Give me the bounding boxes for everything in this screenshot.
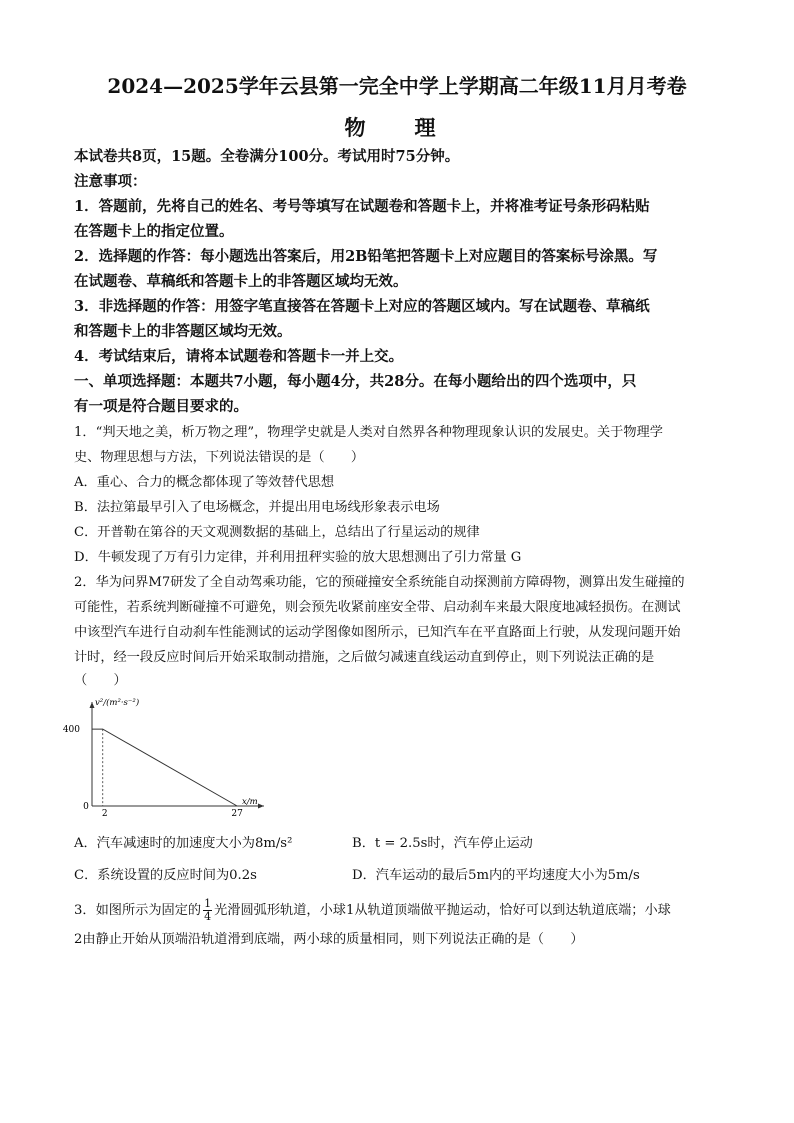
q2-option-d: D．汽车运动的最后5m内的平均速度大小为5m/s [352, 868, 640, 883]
x-axis-arrow [258, 804, 264, 809]
y-axis-label: v²/(m²·s⁻²) [95, 698, 140, 708]
x-tick-label: 27 [231, 809, 243, 819]
v2-x-chart [62, 698, 278, 819]
notice-line: 2．选择题的作答：每小题选出答案后，用2B铅笔把答题卡上对应题目的答案标号涂黑。写 [74, 248, 658, 265]
quarter-fraction [203, 898, 212, 923]
section-heading: 一、单项选择题：本题共7小题，每小题4分，共28分。在每小题给出的四个选项中，只 [74, 373, 637, 390]
q1-option-b: B．法拉第最早引入了电场概念，并提出用电场线形象表示电场 [74, 500, 440, 515]
q2-option-b: B．t = 2.5s时，汽车停止运动 [352, 836, 533, 851]
q2-option-a: A．汽车减速时的加速度大小为8m/s² [74, 836, 293, 851]
exam-title: 2024—2025学年云县第一完全中学上学期高二年级11月月考卷 [107, 74, 687, 98]
notice-heading: 注意事项： [74, 173, 147, 190]
exam-summary: 本试卷共8页，15题。全卷满分100分。考试用时75分钟。 [74, 148, 460, 165]
q2-option-c: C．系统设置的反应时间为0.2s [74, 868, 257, 883]
notice-line: 3．非选择题的作答：用签字笔直接答在答题卡上对应的答题区域内。写在试题卷、草稿纸 [74, 298, 650, 315]
x-tick-label: 0 [83, 802, 89, 812]
notice-line: 4．考试结束后，请将本试题卷和答题卡一并上交。 [74, 348, 404, 365]
question-2-stem: 计时，经一段反应时间后开始采取制动措施，之后做匀减速直线运动直到停止，则下列说法正确的是 [74, 650, 655, 665]
question-3-stem [74, 898, 724, 923]
fraction-numerator: 1 [204, 897, 212, 910]
data-line [92, 729, 237, 806]
question-3-stem: 2由静止开始从顶端沿轨道滑到底端，两小球的质量相同，则下列说法正确的是（ ） [74, 932, 584, 947]
question-2-stem: 可能性，若系统判断碰撞不可避免，则会预先收紧前座安全带、启动刹车来最大限度地减轻损伤。在测试 [74, 600, 681, 615]
q3-prefix: 3．如图所示为固定的 [74, 903, 202, 918]
section-heading: 有一项是符合题目要求的。 [74, 398, 248, 415]
notice-line: 在试题卷、草稿纸和答题卡上的非答题区域均无效。 [74, 273, 408, 290]
question-2-stem: 2．华为问界M7研发了全自动驾乘功能，它的预碰撞安全系统能自动探测前方障碍物，测算出发生碰撞的 [74, 575, 685, 590]
x-axis-label: x/m [242, 797, 258, 807]
fraction-denominator: 4 [204, 910, 212, 923]
notice-line: 在答题卡上的指定位置。 [74, 223, 234, 240]
q1-option-d: D．牛顿发现了万有引力定律，并利用扭秤实验的放大思想测出了引力常量 G [74, 550, 522, 565]
notice-line: 1．答题前，先将自己的姓名、考号等填写在试题卷和答题卡上，并将准考证号条形码粘贴 [74, 198, 650, 215]
question-2-stem: （ ） [74, 673, 127, 688]
subject-title: 物 理 [344, 115, 450, 140]
question-1-stem: 史、物理思想与方法，下列说法错误的是（ ） [74, 450, 365, 465]
y-axis-arrow [90, 702, 95, 708]
y-tick-label: 400 [62, 725, 80, 736]
question-2-stem: 中该型汽车进行自动刹车性能测试的运动学图像如图所示，已知汽车在平直路面上行驶，从发现问题开始 [74, 625, 681, 640]
q3-suffix: 光滑圆弧形轨道，小球1从轨道顶端做平抛运动，恰好可以到达轨道底端；小球 [214, 903, 671, 918]
q1-option-a: A．重心、合力的概念都体现了等效替代思想 [74, 475, 335, 490]
question-1-stem: 1．“判天地之美，析万物之理”，物理学史就是人类对自然界各种物理现象认识的发展史。关于物理学 [74, 425, 663, 440]
x-tick-label: 2 [101, 809, 108, 819]
q1-option-c: C．开普勒在第谷的天文观测数据的基础上，总结出了行星运动的规律 [74, 525, 480, 540]
notice-line: 和答题卡上的非答题区域均无效。 [74, 323, 292, 340]
